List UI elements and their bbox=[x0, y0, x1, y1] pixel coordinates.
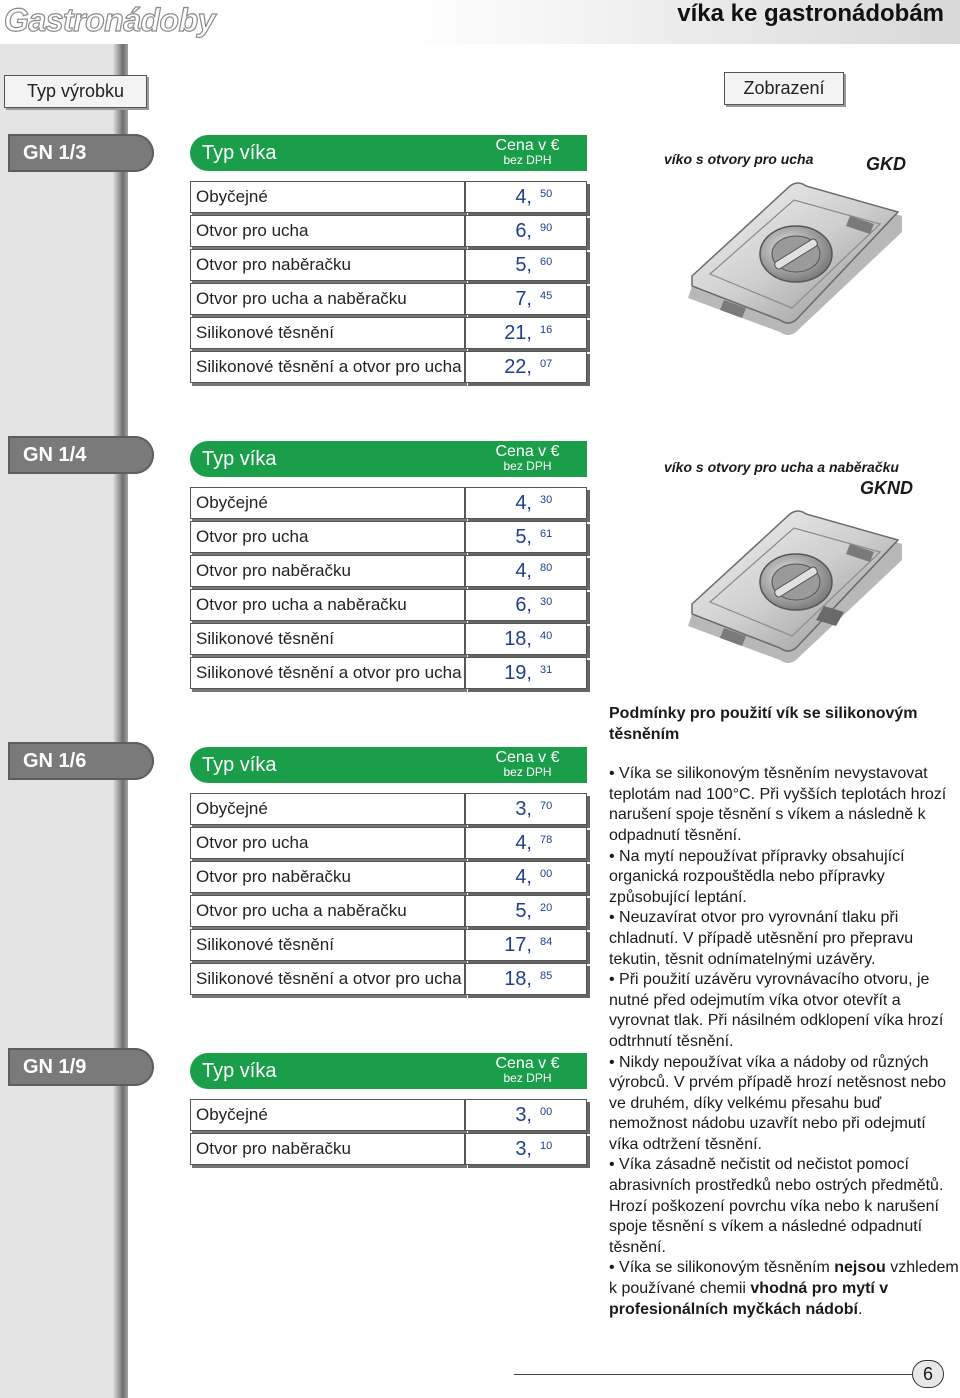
price-cents: 30 bbox=[540, 494, 553, 506]
table-row bbox=[190, 1133, 587, 1167]
product-type-button[interactable]: Typ výrobku bbox=[4, 75, 147, 108]
row-name: Silikonové těsnění bbox=[190, 929, 465, 961]
condition-item: • Při použití uzávěru vyrovnávacího otvoru, je nutné před odejmutím víka otvor otevřít a vyrovnat tlak. Při násilném odklopení víka hrozí odtrhnutí těsnění. bbox=[609, 971, 944, 1050]
section-label-gn13: GN 1/3 bbox=[8, 134, 154, 172]
price-integer: 18, bbox=[504, 628, 532, 650]
image-caption-gkd: víko s otvory pro ucha bbox=[664, 151, 814, 167]
header-price-note: bez DPH bbox=[503, 459, 552, 473]
header-price-label: Cena v € bbox=[495, 1055, 560, 1072]
row-price bbox=[465, 895, 587, 927]
table-row bbox=[190, 555, 587, 589]
price-cents: 31 bbox=[540, 664, 553, 676]
table-row bbox=[190, 963, 587, 997]
table-row bbox=[190, 215, 587, 249]
conditions-section bbox=[609, 704, 959, 1320]
condition-item: • Víka zásadně nečistit od nečistot pomocí abrasivních prostředků nebo ostrých předmětů. Hrozí poškození povrchu víka nebo k narušení spoje těsnění s víkem a následné odpadnutí těsnění. bbox=[609, 1156, 944, 1256]
header-price-label: Cena v € bbox=[495, 749, 560, 766]
table-row bbox=[190, 283, 587, 317]
footer-rule bbox=[514, 1374, 914, 1375]
price-integer: 22, bbox=[504, 356, 532, 378]
brand-title: Gastronádoby bbox=[4, 2, 215, 38]
header-price-note: bez DPH bbox=[503, 153, 552, 167]
table-header bbox=[190, 1053, 587, 1089]
price-integer: 19, bbox=[504, 662, 532, 684]
product-code-gknd: GKND bbox=[860, 478, 913, 498]
condition-text: . bbox=[857, 1300, 863, 1318]
table-row bbox=[190, 827, 587, 861]
condition-emphasis: nejsou bbox=[834, 1259, 886, 1277]
row-name: Otvor pro ucha a naběračku bbox=[190, 589, 465, 621]
header-lid-type: Typ víka bbox=[190, 747, 470, 783]
row-name: Silikonové těsnění bbox=[190, 317, 465, 349]
header-price bbox=[468, 135, 587, 171]
row-price bbox=[465, 827, 587, 859]
price-table-gn13 bbox=[190, 135, 587, 378]
header-price-note: bez DPH bbox=[503, 1071, 552, 1085]
header-lid-type: Typ víka bbox=[190, 1053, 470, 1089]
row-price bbox=[465, 249, 587, 281]
table-row bbox=[190, 181, 587, 215]
price-integer: 6, bbox=[515, 220, 532, 242]
condition-item: • Neuzavírat otvor pro vyrovnání tlaku při chladnutí. V případě utěsnění pro přepravu tekutin, těsnit odnímatelnými uzávěry. bbox=[609, 909, 914, 968]
price-cents: 78 bbox=[540, 834, 553, 846]
row-price bbox=[465, 351, 587, 383]
header-price-label: Cena v € bbox=[495, 443, 560, 460]
page-number: 6 bbox=[912, 1360, 944, 1388]
price-table-gn19 bbox=[190, 1053, 587, 1160]
page-title: víka ke gastronádobám bbox=[677, 0, 944, 27]
price-table-gn14 bbox=[190, 441, 587, 684]
price-cents: 16 bbox=[540, 324, 553, 336]
table-row bbox=[190, 793, 587, 827]
condition-item: • Na mytí nepoužívat přípravky obsahující organická rozpouštědla nebo přípravky způsobující leptání. bbox=[609, 847, 905, 906]
row-name: Otvor pro naběračku bbox=[190, 1133, 465, 1165]
price-cents: 70 bbox=[540, 800, 553, 812]
price-integer: 4, bbox=[515, 560, 532, 582]
conditions-title: Podmínky pro použití vík se silikonovým těsněním bbox=[609, 705, 918, 743]
row-name: Otvor pro ucha bbox=[190, 215, 465, 247]
view-button[interactable]: Zobrazení bbox=[724, 72, 844, 105]
price-cents: 00 bbox=[540, 1106, 553, 1118]
row-name: Obyčejné bbox=[190, 487, 465, 519]
row-price bbox=[465, 793, 587, 825]
price-cents: 90 bbox=[540, 222, 553, 234]
table-row bbox=[190, 895, 587, 929]
header-price bbox=[468, 441, 587, 477]
header-price-label: Cena v € bbox=[495, 137, 560, 154]
table-row bbox=[190, 1099, 587, 1133]
section-label-gn16: GN 1/6 bbox=[8, 742, 154, 780]
row-price bbox=[465, 1133, 587, 1165]
table-header bbox=[190, 441, 587, 477]
price-cents: 20 bbox=[540, 902, 553, 914]
row-name: Obyčejné bbox=[190, 793, 465, 825]
price-integer: 5, bbox=[515, 900, 532, 922]
row-price bbox=[465, 283, 587, 315]
row-price bbox=[465, 929, 587, 961]
row-name: Obyčejné bbox=[190, 181, 465, 213]
table-row bbox=[190, 929, 587, 963]
row-name: Silikonové těsnění bbox=[190, 623, 465, 655]
row-price bbox=[465, 861, 587, 893]
price-integer: 7, bbox=[515, 288, 532, 310]
table-row bbox=[190, 317, 587, 351]
price-cents: 30 bbox=[540, 596, 553, 608]
table-row bbox=[190, 657, 587, 691]
table-row bbox=[190, 861, 587, 895]
table-row bbox=[190, 589, 587, 623]
section-label-gn19: GN 1/9 bbox=[8, 1048, 154, 1086]
price-cents: 07 bbox=[540, 358, 553, 370]
condition-text: vzhledem k používané chemii bbox=[609, 1259, 959, 1298]
product-code-gkd: GKD bbox=[866, 154, 906, 174]
header-price bbox=[468, 747, 587, 783]
row-price bbox=[465, 657, 587, 689]
row-name: Obyčejné bbox=[190, 1099, 465, 1131]
price-integer: 17, bbox=[504, 934, 532, 956]
condition-item: • Nikdy nepoužívat víka a nádoby od různých výrobců. V prvém případě hrozí netěsnost nebo ve druhém, díky velkému přesahu buď nemožnost nádobu uzavřít nebo při odejmutí víka odtržení těsnění. bbox=[609, 1053, 947, 1153]
image-caption-gknd: víko s otvory pro ucha a naběračku bbox=[664, 459, 899, 475]
row-price bbox=[465, 215, 587, 247]
price-integer: 4, bbox=[515, 832, 532, 854]
header-lid-type: Typ víka bbox=[190, 441, 470, 477]
header-price-note: bez DPH bbox=[503, 765, 552, 779]
row-name: Otvor pro ucha a naběračku bbox=[190, 895, 465, 927]
price-cents: 10 bbox=[540, 1140, 553, 1152]
price-integer: 3, bbox=[515, 1104, 532, 1126]
price-integer: 5, bbox=[515, 254, 532, 276]
row-name: Silikonové těsnění a otvor pro ucha bbox=[190, 657, 465, 689]
section-label-gn14: GN 1/4 bbox=[8, 436, 154, 474]
table-header bbox=[190, 135, 587, 171]
price-integer: 5, bbox=[515, 526, 532, 548]
price-cents: 80 bbox=[540, 562, 553, 574]
price-table-gn16 bbox=[190, 747, 587, 990]
table-row bbox=[190, 521, 587, 555]
row-name: Otvor pro naběračku bbox=[190, 861, 465, 893]
price-integer: 4, bbox=[515, 492, 532, 514]
price-integer: 6, bbox=[515, 594, 532, 616]
header-lid-type: Typ víka bbox=[190, 135, 470, 171]
price-cents: 50 bbox=[540, 188, 553, 200]
row-name: Otvor pro naběračku bbox=[190, 555, 465, 587]
row-price bbox=[465, 555, 587, 587]
price-integer: 4, bbox=[515, 866, 532, 888]
price-integer: 18, bbox=[504, 968, 532, 990]
lid-image-gkd bbox=[684, 180, 906, 340]
price-integer: 4, bbox=[515, 186, 532, 208]
price-cents: 45 bbox=[540, 290, 553, 302]
left-sidebar-bar bbox=[0, 44, 128, 1398]
row-price bbox=[465, 521, 587, 553]
lid-image-gknd bbox=[684, 508, 906, 668]
row-name: Otvor pro ucha bbox=[190, 827, 465, 859]
price-cents: 61 bbox=[540, 528, 553, 540]
row-name: Otvor pro ucha a naběračku bbox=[190, 283, 465, 315]
price-integer: 3, bbox=[515, 798, 532, 820]
price-integer: 3, bbox=[515, 1138, 532, 1160]
row-name: Otvor pro ucha bbox=[190, 521, 465, 553]
table-header bbox=[190, 747, 587, 783]
row-price bbox=[465, 1099, 587, 1131]
row-price bbox=[465, 623, 587, 655]
condition-item-last bbox=[609, 1258, 959, 1320]
row-price bbox=[465, 963, 587, 995]
table-row bbox=[190, 487, 587, 521]
row-price bbox=[465, 181, 587, 213]
price-cents: 85 bbox=[540, 970, 553, 982]
row-price bbox=[465, 317, 587, 349]
price-cents: 40 bbox=[540, 630, 553, 642]
price-cents: 84 bbox=[540, 936, 553, 948]
row-name: Otvor pro naběračku bbox=[190, 249, 465, 281]
condition-text: • Víka se silikonovým těsněním bbox=[609, 1259, 835, 1277]
condition-emphasis: vhodná pro mytí v profesionálních myčkách nádobí bbox=[609, 1280, 889, 1318]
price-cents: 00 bbox=[540, 868, 553, 880]
price-integer: 21, bbox=[504, 322, 532, 344]
condition-item: • Víka se silikonovým těsněním nevystavovat teplotám nad 100°C. Při vyšších teplotách hrozí narušení spoje těsnění s víkem a následně k odpadnutí těsnění. bbox=[609, 765, 947, 844]
row-name: Silikonové těsnění a otvor pro ucha bbox=[190, 351, 465, 383]
table-row bbox=[190, 249, 587, 283]
header-price bbox=[468, 1053, 587, 1089]
table-row bbox=[190, 351, 587, 385]
price-cents: 60 bbox=[540, 256, 553, 268]
table-row bbox=[190, 623, 587, 657]
row-price bbox=[465, 487, 587, 519]
row-name: Silikonové těsnění a otvor pro ucha bbox=[190, 963, 465, 995]
row-price bbox=[465, 589, 587, 621]
